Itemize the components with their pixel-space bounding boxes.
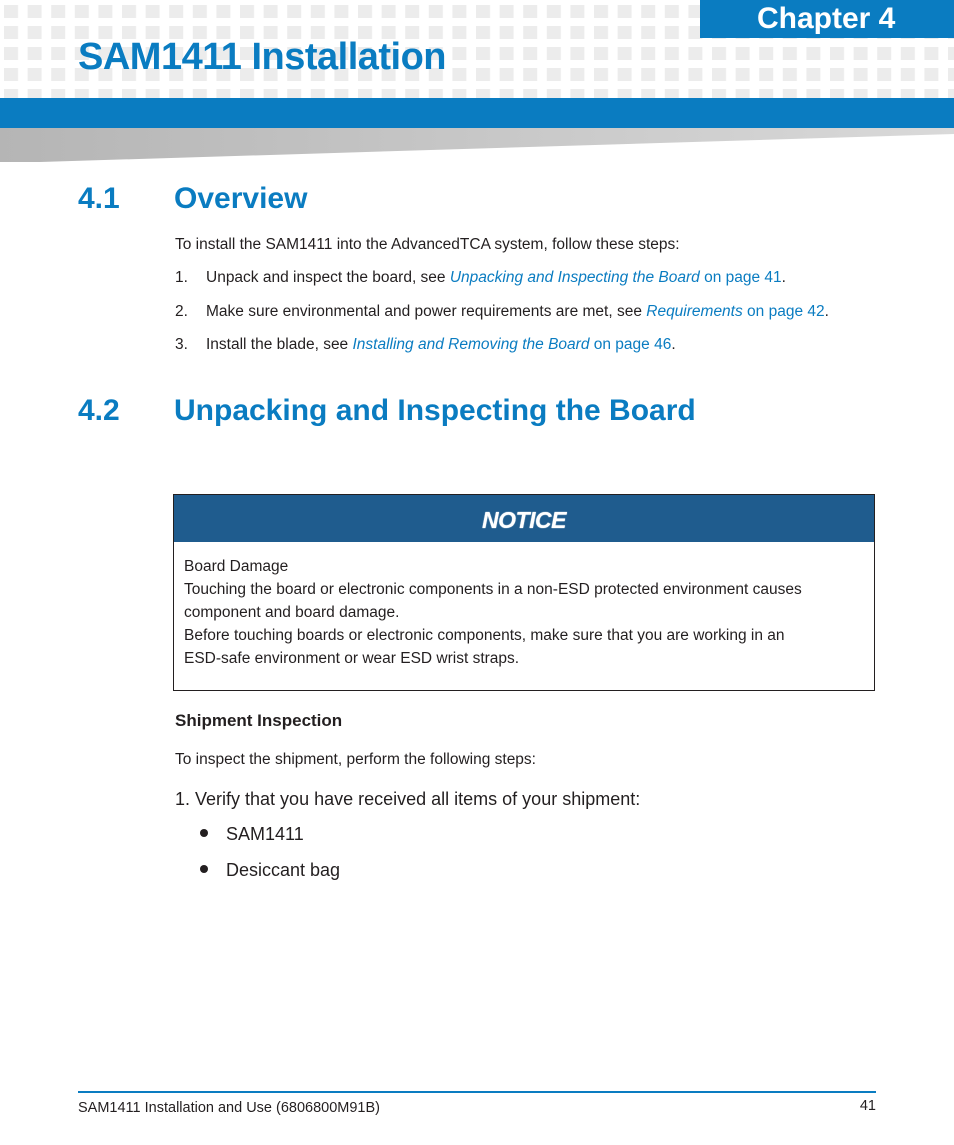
notice-line: Touching the board or electronic components in a non-ESD protected environment causes: [184, 581, 802, 598]
step-number: 3.: [175, 336, 188, 353]
notice-label: NOTICE: [174, 495, 874, 543]
overview-intro: To install the SAM1411 into the AdvancedTCA system, follow these steps:: [175, 236, 680, 253]
step-text: Install the blade, see: [206, 336, 353, 353]
overview-step-1: [175, 269, 786, 287]
link-title: Requirements: [646, 303, 743, 320]
footer-rule: [78, 1091, 876, 1093]
step-number: 1.: [175, 269, 188, 286]
link-installing[interactable]: [353, 336, 672, 353]
step-text: Unpack and inspect the board, see: [206, 269, 450, 286]
step-punct: .: [824, 303, 829, 320]
bullet-icon: [200, 865, 208, 873]
section-heading-overview: [78, 182, 307, 216]
section-heading-unpacking: [78, 394, 696, 428]
shipment-heading: Shipment Inspection: [175, 711, 343, 730]
chapter-title: SAM1411 Installation: [78, 36, 447, 78]
list-item-text: SAM1411: [226, 824, 304, 844]
chapter-label: Chapter 4: [700, 0, 954, 38]
notice-body: [174, 543, 874, 670]
shipment-step-1: 1. Verify that you have received all items of your shipment:: [175, 789, 641, 809]
section-title: Unpacking and Inspecting the Board: [174, 394, 696, 427]
header-gray-wedge: [0, 128, 954, 164]
link-page: on page 46: [589, 336, 672, 353]
section-number: 4.2: [78, 394, 120, 427]
step-text: Make sure environmental and power requirements are met, see: [206, 303, 647, 320]
footer-page-number: 41: [859, 1098, 876, 1114]
step-punct: .: [671, 336, 676, 353]
list-item-text: Desiccant bag: [226, 860, 341, 880]
step-number: 2.: [175, 303, 188, 320]
link-unpacking[interactable]: [450, 269, 782, 286]
list-item: [200, 824, 304, 845]
section-number: 4.1: [78, 182, 120, 215]
link-requirements[interactable]: [646, 303, 824, 320]
link-page: on page 41: [699, 269, 782, 286]
overview-step-2: [175, 303, 829, 321]
shipment-intro: To inspect the shipment, perform the following steps:: [175, 751, 536, 768]
link-page: on page 42: [742, 303, 825, 320]
section-title: Overview: [174, 182, 308, 215]
notice-line: component and board damage.: [184, 604, 400, 621]
header-band: [0, 98, 954, 128]
notice-box: [173, 494, 875, 691]
link-title: Unpacking and Inspecting the Board: [449, 269, 700, 286]
footer-doc-name: SAM1411 Installation and Use (6806800M91B): [78, 1100, 381, 1116]
link-title: Installing and Removing the Board: [352, 336, 590, 353]
notice-line: Board Damage: [184, 558, 289, 575]
step-punct: .: [781, 269, 786, 286]
overview-step-3: [175, 336, 676, 354]
notice-line: ESD-safe environment or wear ESD wrist straps.: [184, 650, 520, 667]
bullet-icon: [200, 829, 208, 837]
notice-line: Before touching boards or electronic components, make sure that you are working in an: [184, 627, 785, 644]
list-item: [200, 860, 340, 881]
